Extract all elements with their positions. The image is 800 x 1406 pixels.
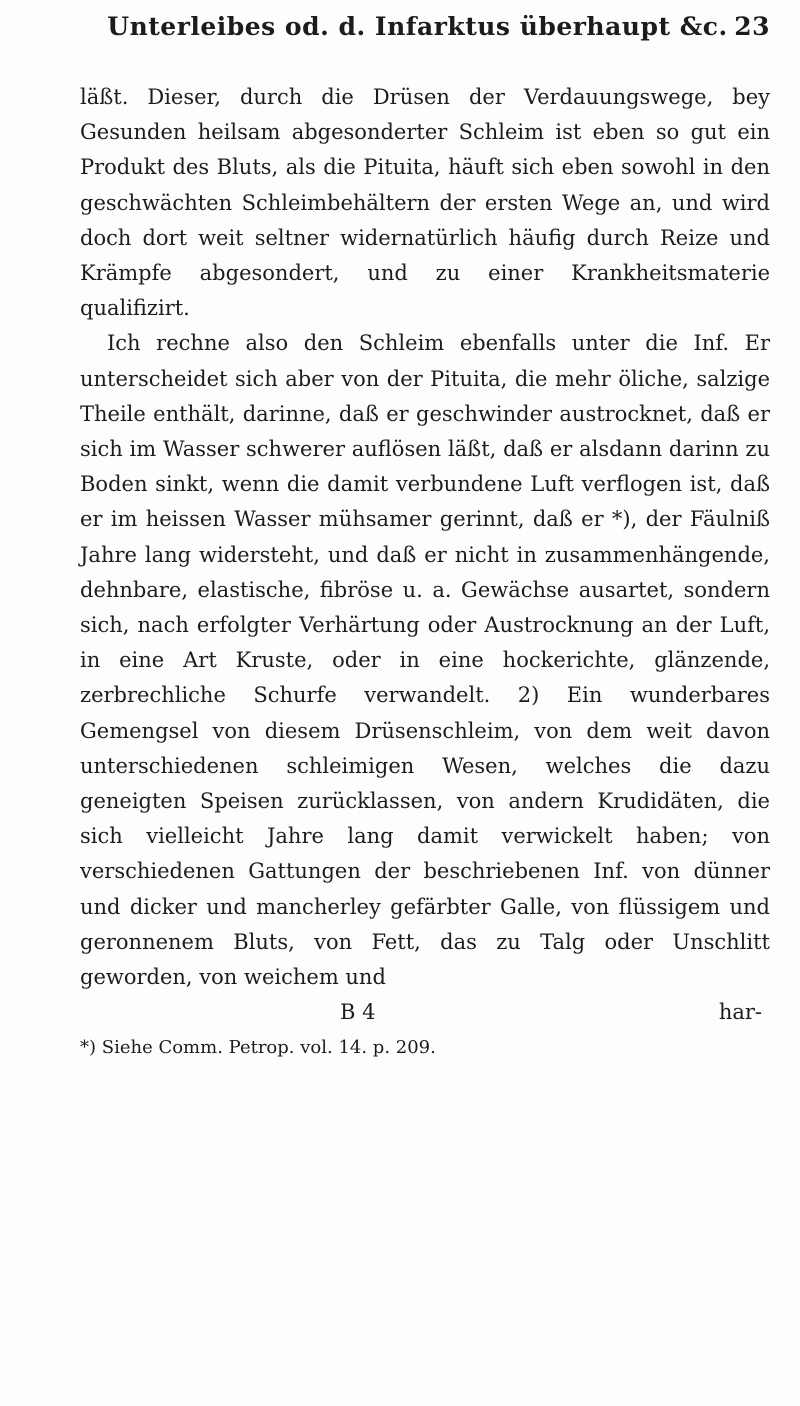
signature-line (80, 995, 770, 1029)
catchword: har- (718, 1000, 762, 1025)
body-text (80, 80, 770, 995)
signature-mark: B 4 (340, 1000, 376, 1025)
running-title: Unterleibes od. d. Infarktus überhaupt &c. (107, 12, 728, 41)
paragraph-2: Ich rechne also den Schleim ebenfalls unter die Inf. Er unterscheidet sich aber von der Pituita, die mehr öliche, salzige Theile enthält, darinne, daß er geschwinder austrocknet, daß er sich im Wasser schwerer auflösen läßt, daß er alsdann darinn zu Boden sinkt, wenn die damit verbundene Luft verflogen ist, daß er im heissen Wasser mühsamer gerinnt, daß er *), der Fäulniß Jahre lang widersteht, und daß er nicht in zusammenhängende, dehnbare, elastische, fibröse u. a. Gewächse ausartet, sondern sich, nach erfolgter Verhärtung oder Austrocknung an der Luft, in eine Art Kruste, oder in eine hockerichte, glänzende, zerbrechliche Schurfe verwandelt. 2) Ein wunderbares Gemengsel von diesem Drüsenschleim, von dem weit davon unterschiedenen schleimigen Wesen, welches die dazu geneigten Speisen zurücklassen, von andern Krudidäten, die sich vielleicht Jahre lang damit verwickelt haben; von verschiedenen Gattungen der beschriebenen Inf. von dünner und dicker und mancherley gefärbter Galle, von flüssigem und geronnenem Bluts, von Fett, das zu Talg oder Unschlitt geworden, von weichem und (80, 331, 770, 990)
footnote: *) Siehe Comm. Petrop. vol. 14. p. 209. (80, 1037, 436, 1059)
running-head (80, 12, 770, 60)
paragraph-1: läßt. Dieser, durch die Drüsen der Verdauungswege, bey Gesunden heilsam abgesonderter Schleim ist eben so gut ein Produkt des Bluts, als die Pituita, häuft sich eben sowohl in den geschwächten Schleimbehältern der ersten Wege an, und wird doch dort weit seltner widernatürlich häufig durch Reize und Krämpfe abgesondert, und zu einer Krankheitsmaterie qualifizirt. (80, 85, 770, 321)
page-number: 23 (734, 12, 770, 41)
